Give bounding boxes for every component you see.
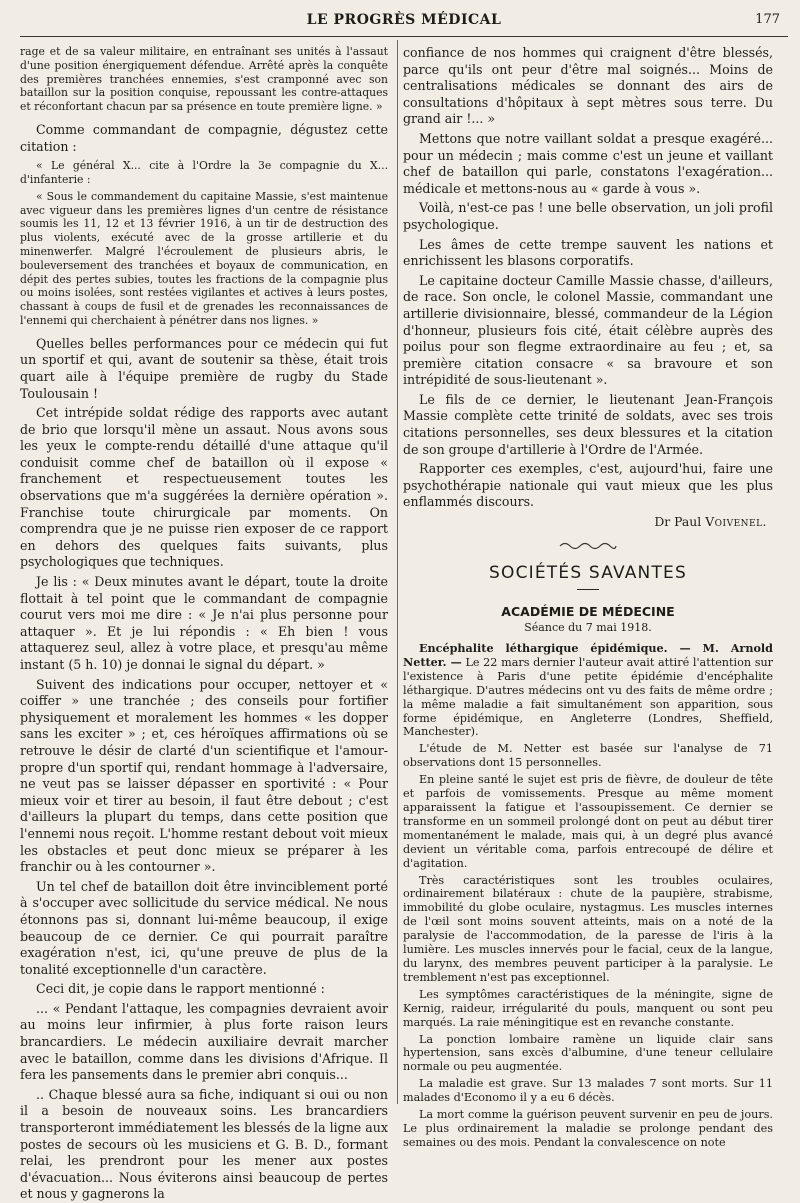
article-paragraph: L'étude de M. Netter est basée sur l'analyse de 71 observations dont 15 personnelles.	[403, 742, 773, 770]
paragraph: rage et de sa valeur militaire, en entraînant ses unités à l'assaut d'une position énergiquement défendue. Arrêté après la conquête des premières tranchées ennemies, s'est cramponné avec son bataillon sur la position conquise, repoussant les contre-attaques et réconfortant chacun par sa présence en toute première ligne. »	[20, 45, 388, 114]
paragraph: .. Chaque blessé aura sa fiche, indiquant si oui ou non il a besoin de nouveaux soins. Les brancardiers transporteront immédiatement les blessés de la ligne aux postes de secours où les musiciens et G. B. D., formant relai, les prendront pour les mener aux postes d'évacuation... Nous éviterons ainsi beaucoup de pertes et nous y gagnerons la	[20, 1086, 388, 1202]
paragraph: Le fils de ce dernier, le lieutenant Jean-François Massie complète cette trinité de soldats, avec ses trois citations personnelles, ses deux blessures et la citation de son groupe d'artillerie à l'Ordre de l'Armée.	[403, 391, 773, 457]
paragraph: Le capitaine docteur Camille Massie chasse, d'ailleurs, de race. Son oncle, le colonel Massie, commandant une artillerie divisionnaire, blessé, commandeur de la Légion d'honneur, plusieurs fois cité, était célèbre auprès des poilus pour son flegme extraordinaire au feu ; et, sa première citation consacre « sa bravoure et son intrépidité de sous-lieutenant ».	[403, 272, 773, 388]
signature-prefix: Dr Paul	[654, 514, 702, 530]
paragraph: Un tel chef de bataillon doit être invinciblement porté à s'occuper avec sollicitude du service médical. Ne nous étonnons pas si, donnant lui-même beaucoup, il exige beaucoup de ce dernier. Ce qui pourrait paraître exagération n'est, ici, qu'une preuve de plus de la tonalité exceptionnelle d'un caractère.	[20, 878, 388, 977]
article-paragraph: La mort comme la guérison peuvent survenir en peu de jours. Le plus ordinairement la maladie se prolonge pendant des semaines ou des mois. Pendant la convalescence on note	[403, 1108, 773, 1149]
signature-name: Voivenel.	[705, 514, 767, 530]
article-paragraph: Les symptômes caractéristiques de la méningite, signe de Kernig, raideur, irrégularité du pouls, manquent ou sont peu marqués. La raie méningitique est en revanche constante.	[403, 987, 773, 1029]
page-header	[20, 10, 788, 37]
paragraph: Comme commandant de compagnie, dégustez cette citation :	[20, 121, 388, 154]
paragraph: Quelles belles performances pour ce médecin qui fut un sportif et qui, avant de soutenir sa thèse, était trois quart aile à l'équipe première de rugby du Stade Toulousain !	[20, 335, 388, 401]
paragraph: Cet intrépide soldat rédige des rapports avec autant de brio que lorsqu'il mène un assaut. Nous avons sous les yeux le compte-rendu détaillé d'une attaque qu'il conduisit comme chef de bataillon où il expose « franchement et respectueusement toutes les observations que m'a suggérées la dernière opération ». Franchise toute chirurgicale par moments. On comprendra que je ne puisse rien exposer de ce rapport en dehors des quelques faits suivants, plus psychologiques que techniques.	[20, 405, 388, 570]
paragraph: confiance de nos hommes qui craignent d'être blessés, parce qu'ils ont peur d'être mal soignés... Moins de centralisations médicales se donnant des airs de consultations d'hôpitaux à sept mètres sous terre. Du grand air !... »	[403, 45, 773, 127]
paragraph: ... « Pendant l'attaque, les compagnies devraient avoir au moins leur infirmier, à plus forte raison leurs brancardiers. Le médecin auxiliaire devrait marcher avec le bataillon, comme dans les divisions d'Afrique. Il fera les pansements dans le premier abri conquis...	[20, 1000, 388, 1083]
article-lead: Encéphalite léthargique épidémique. — M. Arnold Netter. —	[403, 641, 773, 669]
article-paragraph: Très caractéristiques sont les troubles oculaires, ordinairement bilatéraux : chute de la paupière, strabisme, immobilité du globe oculaire, nystagmus. Les muscles internes de l'œil sont moins souvent atteints, mais on a noté de la paralysie de l'accommodation, de la paresse de l'iris à la lumière. Les muscles innervés pour le facial, ceux de la langue, du larynx, des membres peuvent participer à la paralysie. Le tremblement n'est pas exceptionnel.	[403, 873, 773, 984]
article-paragraph: En pleine santé le sujet est pris de fièvre, de douleur de tête et parfois de vomissements. Presque au même moment apparaissent la fatigue et l'assoupissement. Ce dernier se transforme en un sommeil prolongé dont on peut au début tirer momentanément le malade, mais qui, à un degré plus avancé devient un véritable coma, parfois entrecoupé de délire et d'agitation.	[403, 773, 773, 870]
page-number: 177	[755, 12, 780, 27]
left-column	[20, 45, 388, 1202]
section-rule	[577, 589, 599, 590]
wavy-ornament-divider	[558, 541, 618, 551]
citation-paragraph: « Sous le commandement du capitaine Massie, s'est maintenue avec vigueur dans les premières lignes d'un centre de résistance soumis les 11, 12 et 13 février 1916, à un tir de destruction des plus violents, exécuté avec de la grosse artillerie et du minenwerfer. Malgré l'écroulement de plusieurs abris, le bouleversement des tranchées et boyaux de communication, en dépit des pertes subies, toutes les fractions de la compagnie plus ou moins isolées, sont restées vigilantes et actives à leurs postes, chassant à coups de fusil et de grenades les reconnaissances de l'ennemi qui cherchaient à pénétrer dans nos lignes. »	[20, 189, 388, 327]
paragraph: Mettons que notre vaillant soldat a presque exagéré... pour un médecin ; mais comme c'est un jeune et vaillant chef de bataillon qui parle, constatons l'exagération... médicale et mettons-nous au « garde à vous ».	[403, 130, 773, 196]
article-first-text: Le 22 mars dernier l'auteur avait attiré l'attention sur l'existence à Paris d'une petite épidémie d'encéphalite léthargique. D'autres médecins ont vu des faits de même ordre ; la même maladie a fait simultanément son apparition, sous forme épidémique, en Angleterre (Londres, Sheffield, Manchester).	[403, 655, 774, 739]
session-date: Séance du 7 mai 1918.	[524, 621, 652, 635]
article-paragraph: La maladie est grave. Sur 13 malades 7 sont morts. Sur 11 malades d'Economo il y a eu 6 décès.	[403, 1077, 773, 1105]
right-column	[403, 45, 774, 1149]
paragraph: Je lis : « Deux minutes avant le départ, toute la droite flottait à tel point que le commandant de compagnie courut vers moi me dire : « Je n'ai plus personne pour attaquer ». Et je lui répondis : « Eh bien ! vous attaquerez seul, allez à votre place, et presqu'au même instant (5 h. 10) je donnai le signal du départ. »	[20, 574, 388, 673]
article-paragraph: La ponction lombaire ramène un liquide clair sans hypertension, sans excès d'albumine, d'une teneur cellulaire normale ou peu augmentée.	[403, 1032, 773, 1074]
paragraph: Rapporter ces exemples, c'est, aujourd'hui, faire une psychothérapie nationale qui vaut mieux que les plus enflammés discours.	[403, 461, 773, 510]
paragraph: Voilà, n'est-ce pas ! une belle observation, un joli profil psychologique.	[403, 200, 773, 232]
author-signature	[403, 514, 767, 529]
article-first-paragraph	[403, 642, 773, 739]
running-title: LE PROGRÈS MÉDICAL	[306, 12, 502, 28]
section-title: SOCIÉTÉS SAVANTES	[489, 563, 687, 584]
academy-title: ACADÉMIE DE MÉDECINE	[501, 604, 675, 620]
paragraph: Suivent des indications pour occuper, nettoyer et « coiffer » une tranchée ; des conseils pour fortifier physiquement et moralement les hommes « les dopper sans les exciter » ; et, ces héroïques affirmations où se retrouve le désir de clarté d'un scientifique et l'amour-propre d'un sportif qui, rendant hommage à l'adversaire, ne veut pas se laisser dépasser en sportivité : « Pour mieux voir et tirer au besoin, il faut être debout ; c'est d'ailleurs la plupart du temps, dans cette position que l'ennemi nous reçoit. L'homme restant debout voit mieux les obstacles et peut donc mieux se préparer à les franchir ou à les contourner ».	[20, 676, 388, 875]
paragraph: Ceci dit, je copie dans le rapport mentionné :	[36, 981, 325, 997]
column-divider	[397, 40, 398, 1104]
paragraph: Les âmes de cette trempe sauvent les nations et enrichissent les blasons corporatifs.	[403, 236, 773, 269]
citation-paragraph: « Le général X... cite à l'Ordre la 3e compagnie du X... d'infanterie :	[20, 159, 388, 186]
